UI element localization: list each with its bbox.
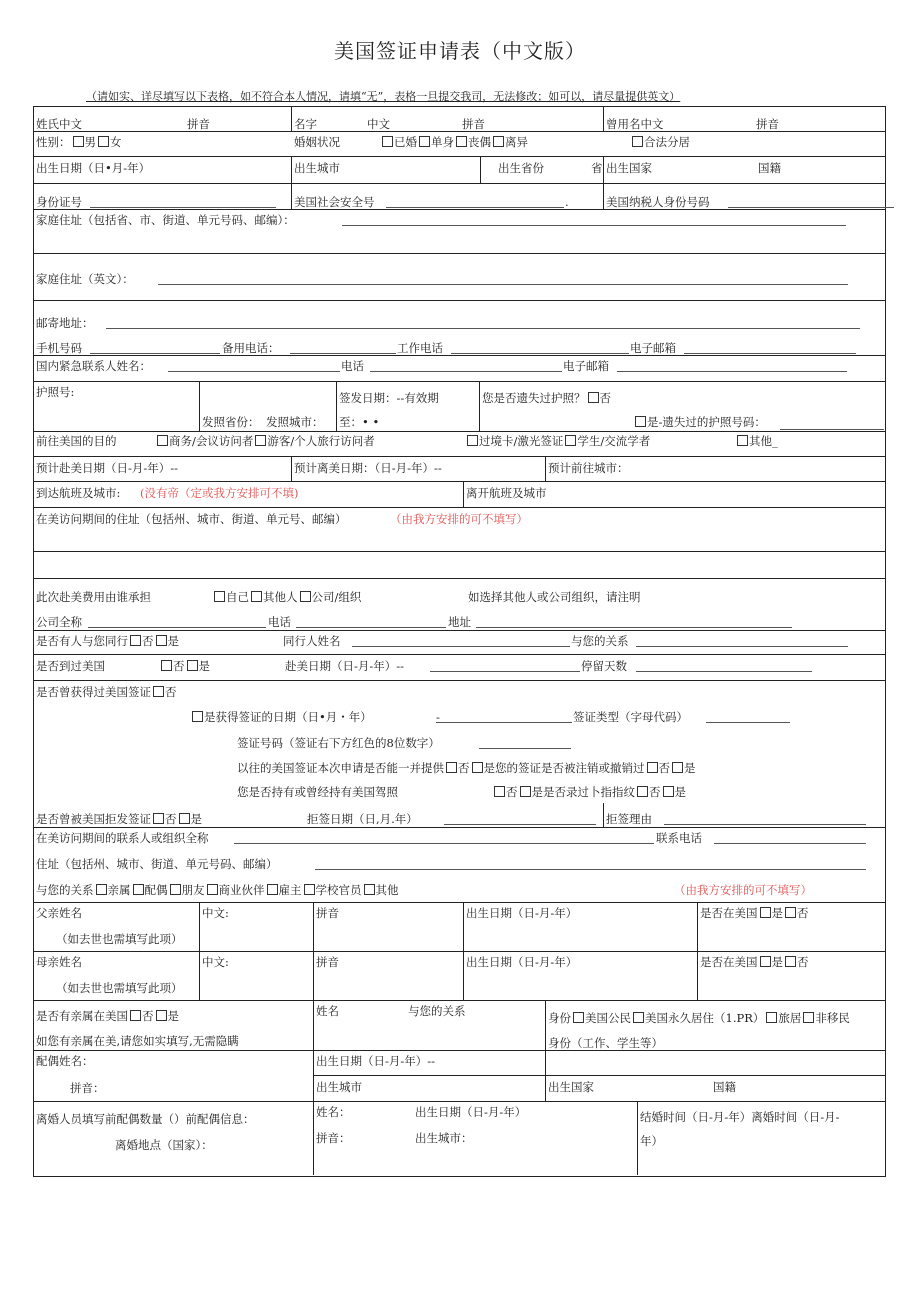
relatives-question: 是否有亲属在美国 否 是 (36, 1009, 179, 1023)
dob-label: 出生日期（日•月-年） (36, 161, 151, 175)
fingerprint-yes-checkbox[interactable] (663, 786, 674, 797)
license-fingerprint-options: 否 是是否录过卜指指纹 否 是 (492, 785, 686, 799)
taxpayer-id-label: 美国纳税人身份号码 (606, 195, 710, 209)
father-dob-label: 出生日期（日-月-年） (466, 906, 578, 920)
relative-status-detail: 身份（工作、学生等） (548, 1036, 663, 1050)
us-contact-relation: 与您的关系 亲属 配偶 朋友 商业伙伴 雇主 学校官员 其他 (36, 883, 399, 897)
prior-visa-date-dash: - (436, 710, 440, 724)
payer-label: 此次赴美费用由谁承担 (36, 590, 151, 604)
grid-line (637, 1101, 638, 1175)
company-address-field[interactable] (476, 627, 792, 628)
grid-line (313, 1075, 885, 1076)
grid-line (33, 951, 885, 952)
spouse-dob-label: 出生日期（日-月-年）-- (316, 1054, 436, 1068)
revoked-no-checkbox[interactable] (647, 762, 658, 773)
been-to-us-options: 否 是 (159, 659, 210, 673)
backup-phone-field[interactable] (290, 353, 396, 354)
us-contact-label: 在美访问期间的联系人或组织全称 (36, 831, 209, 845)
transit-checkbox[interactable] (467, 435, 478, 446)
grid-line (33, 209, 885, 210)
issue-province-label: 发照省份： (202, 415, 260, 429)
revoked-yes-checkbox[interactable] (672, 762, 683, 773)
sojourn-checkbox[interactable] (766, 1012, 777, 1023)
mobile-label: 手机号码 (36, 341, 82, 355)
former-name-pinyin-label: 拼音 (756, 117, 779, 131)
student-checkbox[interactable] (565, 435, 576, 446)
visa-type-field[interactable] (706, 722, 790, 723)
spouse-checkbox[interactable] (133, 884, 144, 895)
grid-line (33, 131, 885, 132)
grid-line (33, 902, 885, 903)
company-phone-field[interactable] (296, 627, 446, 628)
relatives-instruction: 如您有亲属在美,请您如实填写,无需隐瞒 (36, 1034, 239, 1048)
us-address-note: （由我方安排的可不填写） (390, 512, 528, 526)
destination-city-label: 预计前往城市： (548, 461, 629, 475)
marriage-divorce-year-label: 年） (640, 1134, 663, 1148)
companion-no-checkbox[interactable] (130, 635, 141, 646)
grid-line (33, 253, 885, 254)
grid-line (33, 630, 885, 631)
grid-line (33, 1000, 885, 1001)
work-phone-field[interactable] (451, 353, 629, 354)
given-name-label: 名字 (294, 117, 317, 131)
surname-label: 姓氏中文 (36, 117, 82, 131)
company-name-label: 公司全称 (36, 615, 82, 629)
home-address-en-label: 家庭住址（英文）： (36, 272, 134, 286)
spouse-pinyin-label: 拼音： (70, 1081, 105, 1095)
grid-line (603, 183, 604, 209)
been-no-checkbox[interactable] (161, 660, 172, 671)
grid-line (33, 431, 885, 432)
pr-checkbox[interactable] (633, 1012, 644, 1023)
partner-checkbox[interactable] (207, 884, 218, 895)
female-checkbox[interactable] (98, 136, 109, 147)
instruction-note: （请如实、详尽填写以下表格，如不符合本人情况，请填“无”，表格一旦提交我司，无法修改；如可以，请尽量提供英文） (86, 90, 681, 103)
lost-no-checkbox[interactable] (588, 392, 599, 403)
ex-pinyin-label: 拼音： (316, 1131, 351, 1145)
prior-visa-provide-question: 以往的美国签证本次申请是否能一并提供 否 是您的签证是否被注销或撤销过 否 是 (237, 761, 696, 775)
mother-pinyin-label: 拼音 (316, 955, 339, 969)
email-field[interactable] (684, 353, 856, 354)
fingerprint-no-checkbox[interactable] (637, 786, 648, 797)
male-checkbox[interactable] (73, 136, 84, 147)
home-address-field[interactable] (342, 225, 846, 226)
father-pinyin-label: 拼音 (316, 906, 339, 920)
married-checkbox[interactable] (382, 136, 393, 147)
grid-line (463, 481, 464, 507)
grid-line (33, 183, 885, 184)
mother-name-label: 母亲姓名 (36, 955, 82, 969)
relatives-no-checkbox[interactable] (130, 1010, 141, 1021)
company-name-field[interactable] (88, 627, 266, 628)
relatives-yes-checkbox[interactable] (156, 1010, 167, 1021)
grid-line (313, 902, 314, 1000)
employer-checkbox[interactable] (267, 884, 278, 895)
grid-line (33, 1050, 885, 1051)
refusal-date-field[interactable] (444, 824, 596, 825)
grid-line (199, 902, 200, 1000)
father-deceased-note: （如去世也需填写此项） (56, 932, 183, 946)
provide-yes-checkbox[interactable] (472, 762, 483, 773)
emergency-phone-label: 电话 (341, 359, 364, 373)
payer-other-checkbox[interactable] (251, 591, 262, 602)
provide-no-checkbox[interactable] (446, 762, 457, 773)
lost-passport-question: 您是否遗失过护照？ 否 (482, 391, 611, 405)
grid-line (33, 355, 885, 356)
emergency-contact-field[interactable] (168, 371, 340, 372)
arrival-flight-note: (没有帝（定或我方安排可不填) (140, 486, 299, 500)
mobile-field[interactable] (90, 353, 220, 354)
marriage-divorce-dates-label: 结婚时间（日-月-年）离婚时间（日-月- (640, 1110, 840, 1124)
refusal-date-label: 拒签日期（日,月.年） (307, 812, 418, 826)
father-in-us: 是否在美国 是 否 (700, 906, 809, 920)
prior-visa-question: 是否曾获得过美国签证 否 (36, 685, 177, 699)
company-address-label: 地址 (448, 615, 471, 629)
home-address-en-field[interactable] (158, 284, 848, 285)
grid-line (603, 803, 604, 827)
grid-line (603, 156, 604, 183)
grid-line (291, 156, 292, 183)
grid-line (479, 381, 480, 431)
refused-yes-checkbox[interactable] (179, 813, 190, 824)
ssn-field[interactable] (386, 207, 564, 208)
issue-date-label: 签发日期：--有效期 (339, 391, 439, 405)
grid-line (33, 551, 885, 552)
grid-line (33, 507, 885, 508)
companion-name-label: 同行人姓名 (283, 634, 341, 648)
leave-date-label: 预计离美日期：（日-月-年）-- (294, 461, 442, 475)
spouse-country-label: 出生国家 (548, 1080, 594, 1094)
been-to-us-label: 是否到过美国 (36, 659, 105, 673)
relative-checkbox[interactable] (96, 884, 107, 895)
business-checkbox[interactable] (157, 435, 168, 446)
been-yes-checkbox[interactable] (187, 660, 198, 671)
grid-line (313, 1000, 314, 1175)
departure-flight-label: 离开航班及城市 (466, 486, 547, 500)
father-no-checkbox[interactable] (785, 907, 796, 918)
purpose-other-option: 其他_ (735, 434, 778, 448)
grid-line (697, 902, 698, 1000)
marital-options: 已婚 单身 丧偶 离异 (380, 135, 528, 149)
grid-line (545, 1000, 546, 1101)
divorced-checkbox[interactable] (493, 136, 504, 147)
father-yes-checkbox[interactable] (760, 907, 771, 918)
grid-line (463, 902, 464, 1000)
grid-line (33, 654, 885, 655)
mother-deceased-note: （如去世也需填写此项） (56, 981, 183, 995)
given-name-pinyin-label: 拼音 (462, 117, 485, 131)
mother-yes-checkbox[interactable] (760, 956, 771, 967)
grid-line (545, 456, 546, 481)
license-no-checkbox[interactable] (494, 786, 505, 797)
mother-cn-label: 中文: (202, 955, 229, 969)
widowed-checkbox[interactable] (456, 136, 467, 147)
us-contact-note: （由我方安排的可不填写） (674, 883, 812, 897)
lost-passport-number-field[interactable] (780, 429, 884, 430)
visa-type-label: 签证类型（字母代码） (573, 710, 688, 724)
companion-relation-label: 与您的关系 (571, 634, 629, 648)
refusal-reason-field[interactable] (664, 824, 866, 825)
ex-city-label: 出生城市： (415, 1131, 473, 1145)
refusal-reason-label: 拒签理由 (606, 812, 652, 826)
mailing-address-field[interactable] (106, 328, 860, 329)
id-number-label: 身份证号 (36, 195, 82, 209)
id-number-field[interactable] (90, 207, 276, 208)
expiry-to-label: 至：• • (339, 415, 380, 429)
mailing-address-label: 邮寄地址： (36, 316, 94, 330)
page-title: 美国签证申请表（中文版） (334, 39, 586, 63)
grid-line (603, 106, 604, 131)
lost-yes-option: 是-遗失过的护照号码： (633, 415, 766, 429)
grid-line (336, 381, 337, 431)
payer-other-note: 如选择其他人或公司组织，请注明 (468, 590, 641, 604)
prev-visit-date-field[interactable] (430, 671, 580, 672)
school-official-checkbox[interactable] (304, 884, 315, 895)
prior-visa-yes-checkbox[interactable] (192, 711, 203, 722)
grid-line (291, 456, 292, 481)
relative-relation-label: 与您的关系 (408, 1004, 466, 1018)
us-contact-address-label: 住址（包括州、城市、街道、单元号码、邮编） (36, 857, 278, 871)
us-address-label: 在美访问期间的住址（包括州、城市、街道、单元号、邮编） (36, 512, 347, 526)
arrive-date-label: 预计赴美日期（日-月-年）-- (36, 461, 179, 475)
ex-spouse-label: 离婚人员填写前配偶数量（）前配偶信息： (36, 1112, 255, 1126)
grid-line (33, 827, 885, 828)
passport-number-label: 护照号: (36, 385, 75, 399)
divorce-place-label: 离婚地点（国家）： (115, 1138, 213, 1152)
us-contact-address-field[interactable] (315, 869, 866, 870)
companion-question: 是否有人与您同行 否 是 (36, 634, 179, 648)
spouse-nationality-label: 国籍 (713, 1080, 736, 1094)
grid-line (33, 381, 885, 382)
issue-city-label: 发照城市： (266, 415, 324, 429)
ssn-label: 美国社会安全号 (294, 195, 375, 209)
visa-number-label: 签证号码（签证右下方红色的8位数字） (237, 736, 440, 750)
license-yes-checkbox[interactable] (520, 786, 531, 797)
lost-yes-checkbox[interactable] (635, 416, 646, 427)
grid-line (33, 1101, 885, 1102)
mother-no-checkbox[interactable] (785, 956, 796, 967)
birth-country-label: 出生国家 (606, 161, 652, 175)
prev-visit-date-label: 赴美日期（日-月-年）-- (285, 659, 405, 673)
grid-line (199, 381, 200, 431)
purpose-label: 前往美国的目的 (36, 434, 117, 448)
grid-line (33, 456, 885, 457)
stay-days-label: 停留天数 (581, 659, 627, 673)
backup-phone-label: 备用电话： (222, 341, 280, 355)
grid-line (33, 300, 885, 301)
spouse-city-label: 出生城市 (316, 1080, 362, 1094)
marital-label: 婚姻状况 (294, 135, 340, 149)
email-label: 电子邮箱 (630, 341, 676, 355)
grid-line (33, 156, 885, 157)
prior-visa-no-checkbox[interactable] (153, 686, 164, 697)
birth-province-label: 出生省份 (498, 161, 544, 175)
prior-visa-date-field[interactable] (436, 722, 572, 723)
ex-name-label: 姓名： (316, 1105, 351, 1119)
taxpayer-id-field[interactable] (728, 207, 894, 208)
purpose-options-b: 过境卡/激光签证 学生/交流学者 (465, 434, 650, 448)
home-address-label: 家庭住址（包括省、市、街道、单元号码、邮编）： (36, 213, 295, 227)
spouse-name-label: 配偶姓名： (36, 1054, 94, 1068)
stay-days-field[interactable] (636, 671, 812, 672)
refused-question: 是否曾被美国拒发签证 否 是 (36, 812, 202, 826)
companion-name-field[interactable] (352, 646, 570, 647)
payer-company-checkbox[interactable] (300, 591, 311, 602)
mother-in-us: 是否在美国 是 否 (700, 955, 809, 969)
companion-relation-field[interactable] (636, 646, 848, 647)
given-name-cn-label: 中文 (367, 117, 390, 131)
prior-visa-date-label: 是获得签证的日期（日•月・年） (190, 710, 372, 724)
emergency-email-label: 电子邮箱 (563, 359, 609, 373)
ssn-dot: . (565, 195, 569, 209)
visa-number-field[interactable] (479, 748, 571, 749)
separated-option: 合法分居 (630, 135, 690, 149)
nonimmigrant-checkbox[interactable] (803, 1012, 814, 1023)
emergency-contact-label: 国内紧急联系人姓名： (36, 359, 151, 373)
separated-checkbox[interactable] (632, 136, 643, 147)
father-cn-label: 中文: (202, 906, 229, 920)
payer-options: 自己 其他人 公司/组织 (212, 590, 361, 604)
other-purpose-checkbox[interactable] (737, 435, 748, 446)
birth-city-label: 出生城市 (294, 161, 340, 175)
grid-line (480, 156, 481, 183)
relative-name-label: 姓名 (316, 1004, 339, 1018)
purpose-options-a: 商务/会议访问者 游客/个人旅行访问者 (155, 434, 375, 448)
us-license-question: 您是否持有或曾经持有美国驾照 (237, 785, 398, 799)
payer-self-checkbox[interactable] (214, 591, 225, 602)
other-relation-checkbox[interactable] (364, 884, 375, 895)
us-contact-field[interactable] (234, 843, 654, 844)
emergency-phone-field[interactable] (370, 371, 562, 372)
arrival-flight-label: 到达航班及城市: (36, 486, 121, 500)
former-name-label: 曾用名中文 (606, 117, 664, 131)
father-name-label: 父亲姓名 (36, 906, 82, 920)
nationality-label: 国籍 (758, 161, 781, 175)
surname-pinyin-label: 拼音 (187, 117, 210, 131)
companion-yes-checkbox[interactable] (156, 635, 167, 646)
grid-line (291, 106, 292, 131)
us-contact-phone-label: 联系电话 (656, 831, 702, 845)
province-suffix: 省 (591, 161, 603, 175)
grid-line (33, 680, 885, 681)
refused-no-checkbox[interactable] (153, 813, 164, 824)
relative-status: 身份 美国公民 美国永久居住（1.PR） 旅居 非移民 (548, 1011, 850, 1025)
work-phone-label: 工作电话 (397, 341, 443, 355)
single-checkbox[interactable] (419, 136, 430, 147)
gender-label: 性别： 男 女 (36, 135, 122, 149)
tourist-checkbox[interactable] (255, 435, 266, 446)
grid-line (33, 481, 885, 482)
citizen-checkbox[interactable] (573, 1012, 584, 1023)
grid-line (291, 183, 292, 209)
friend-checkbox[interactable] (170, 884, 181, 895)
grid-line (33, 578, 885, 579)
us-contact-phone-field[interactable] (714, 843, 866, 844)
emergency-email-field[interactable] (617, 371, 847, 372)
mother-dob-label: 出生日期（日-月-年） (466, 955, 578, 969)
ex-dob-label: 出生日期（日-月-年） (415, 1105, 527, 1119)
company-phone-label: 电话 (268, 615, 291, 629)
